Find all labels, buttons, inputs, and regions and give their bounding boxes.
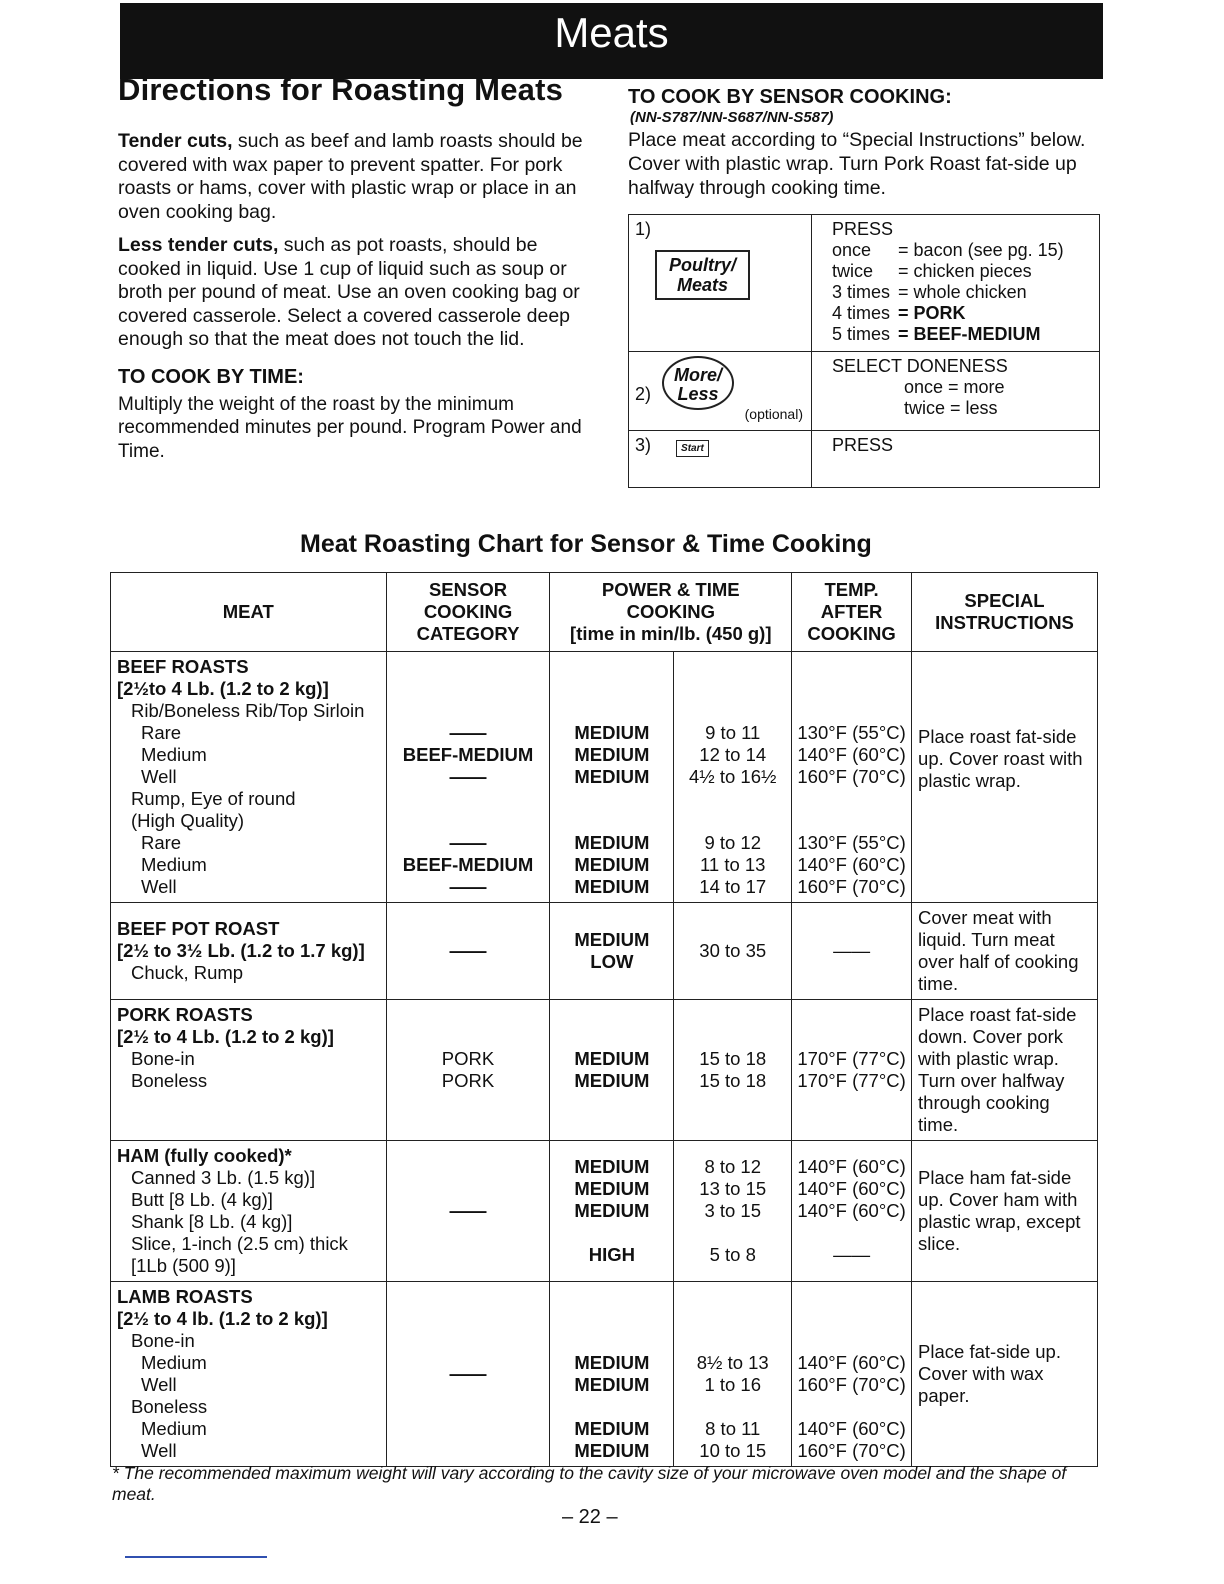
beef-cut1-medium: Medium [141, 744, 207, 765]
pot-roast-row [111, 903, 1098, 1000]
ham-row [111, 1141, 1098, 1282]
step-1-row [629, 215, 1100, 352]
cook-by-time-heading: TO COOK BY TIME: [118, 365, 304, 388]
pork-temp-2: 170°F (77°C) [797, 1070, 906, 1091]
lamb-bone-in-well: Well [141, 1374, 177, 1395]
pork-special: Place roast fat-side down. Cover pork with plastic wrap. Turn over halfway through cooking time. [912, 1000, 1098, 1141]
less-tender-paragraph [118, 234, 588, 352]
pot-cut: Chuck, Rump [131, 962, 244, 983]
header-power-line1: POWER & TIME [601, 579, 740, 600]
header-meat: MEAT [111, 573, 387, 652]
beef-roasts-row [111, 652, 1098, 903]
ham-sensor: —— [386, 1141, 550, 1282]
pork-power-1: MEDIUM [574, 1048, 650, 1069]
pork-roasts-row [111, 1000, 1098, 1141]
lamb-boneless: Boneless [131, 1396, 208, 1417]
beef-time-1: 9 to 11 [705, 722, 761, 743]
beef-power-4: MEDIUM [574, 832, 650, 853]
pot-power-cell [550, 903, 674, 1000]
pot-meat-cell [111, 903, 387, 1000]
beef-power-2: MEDIUM [574, 744, 650, 765]
lamb-temp-2: 160°F (70°C) [797, 1374, 906, 1395]
bottom-divider [125, 1556, 267, 1558]
lamb-power-1: MEDIUM [574, 1352, 650, 1373]
press-twice-value: = chicken pieces [898, 261, 1032, 281]
beef-special-cell: Place roast fat-side up. Cover roast with plastic wrap. [912, 652, 1098, 903]
poultry-meats-button-line2: Meats [676, 275, 729, 295]
beef-temp-6: 160°F (70°C) [797, 876, 906, 897]
step-2-instructions [812, 352, 1100, 431]
chart-title: Meat Roasting Chart for Sensor & Time Cooking [300, 530, 872, 558]
sensor-steps-table [628, 214, 1100, 488]
ham-temp-2: 140°F (60°C) [797, 1178, 906, 1199]
beef-power-5: MEDIUM [574, 854, 650, 875]
beef-cut1: Rib/Boneless Rib/Top Sirloin [131, 700, 365, 721]
beef-time-5: 11 to 13 [699, 854, 766, 875]
pork-power-cell [550, 1000, 674, 1141]
pot-sensor: —— [386, 903, 550, 1000]
pork-cut-bone-in: Bone-in [131, 1048, 195, 1069]
press-5-label: 5 times [832, 324, 891, 344]
beef-power-cell [550, 652, 674, 903]
page-title-banner [120, 3, 1103, 79]
step-3-number: 3) [635, 435, 652, 455]
ham-time-3: 3 to 15 [704, 1200, 762, 1221]
lamb-boneless-well: Well [141, 1440, 177, 1461]
lamb-time-3: 8 to 11 [705, 1418, 761, 1439]
select-doneness: SELECT DONENESS [832, 356, 1008, 376]
press-3-value: = whole chicken [898, 282, 1027, 302]
beef-cut2-rare: Rare [141, 832, 182, 853]
beef-sensor-5: BEEF-MEDIUM [402, 854, 534, 875]
lamb-boneless-medium: Medium [141, 1418, 207, 1439]
beef-name: BEEF ROASTS [117, 656, 249, 677]
sensor-cooking-heading: TO COOK BY SENSOR COOKING: [628, 86, 952, 108]
beef-cut2-medium: Medium [141, 854, 207, 875]
lamb-temp-1: 140°F (60°C) [797, 1352, 906, 1373]
header-temp: TEMP. AFTER COOKING [792, 573, 912, 652]
chart-header-row [111, 573, 1098, 652]
ham-temp-cell [792, 1141, 912, 1282]
pork-temp-cell [792, 1000, 912, 1141]
pork-sensor-2: PORK [441, 1070, 495, 1091]
beef-sensor-2: BEEF-MEDIUM [402, 744, 534, 765]
beef-sensor-6: —— [449, 876, 487, 897]
header-power-line2: COOKING [626, 601, 715, 622]
ham-temp-3: 140°F (60°C) [797, 1200, 906, 1221]
lamb-sensor: —— [386, 1282, 550, 1467]
lamb-meat-cell [111, 1282, 387, 1467]
beef-power-6: MEDIUM [574, 876, 650, 897]
model-numbers: (NN-S787/NN-S687/NN-S587) [630, 109, 834, 126]
pork-time-cell [674, 1000, 792, 1141]
step-1-number: 1) [635, 219, 652, 239]
press-3-label: 3 times [832, 282, 891, 302]
cook-by-time-text: Multiply the weight of the roast by the minimum recommended minutes per pound. Program Power and Time. [118, 393, 582, 462]
beef-temp-1: 130°F (55°C) [797, 722, 906, 743]
pork-sensor-cell [386, 1000, 550, 1141]
ham-meat-cell [111, 1141, 387, 1282]
lamb-weight: [2½ to 4 lb. (1.2 to 2 kg)] [117, 1308, 328, 1329]
pork-meat-cell [111, 1000, 387, 1141]
sensor-cooking-section [628, 80, 1108, 488]
press-4-row [832, 303, 1064, 324]
beef-time-3: 4½ to 16½ [689, 766, 777, 787]
ham-time-4: 5 to 8 [709, 1244, 756, 1265]
more-less-button-line1: More/ [674, 365, 723, 385]
page-title: Meats [554, 9, 669, 56]
header-power-line3: [time in min/lb. (450 g)] [570, 623, 772, 644]
tender-cuts-label: Tender cuts, [118, 130, 233, 152]
pork-temp-1: 170°F (77°C) [797, 1048, 906, 1069]
pork-sensor-1: PORK [441, 1048, 495, 1069]
beef-temp-cell [792, 652, 912, 903]
press-4-label: 4 times [832, 303, 891, 323]
ham-cut-canned: Canned 3 Lb. (1.5 kg)] [131, 1167, 316, 1188]
meat-roasting-chart [110, 572, 1098, 1467]
lamb-time-1: 8½ to 13 [696, 1352, 769, 1373]
step-3-press: PRESS [832, 435, 894, 455]
lamb-time-4: 10 to 15 [699, 1440, 767, 1461]
ham-temp-1: 140°F (60°C) [797, 1156, 906, 1177]
pot-time: 30 to 35 [674, 903, 792, 1000]
ham-power-2: MEDIUM [574, 1178, 650, 1199]
pork-time-2: 15 to 18 [699, 1070, 767, 1091]
ham-special: Place ham fat-side up. Cover ham with plastic wrap, except slice. [912, 1141, 1098, 1282]
roasting-directions [118, 72, 588, 473]
lamb-power-3: MEDIUM [574, 1418, 650, 1439]
pot-weight: [2½ to 3½ Lb. (1.2 to 1.7 kg)] [117, 940, 365, 961]
lamb-power-4: MEDIUM [574, 1440, 650, 1461]
beef-cut1-rare: Rare [141, 722, 182, 743]
step-2-number: 2) [635, 384, 652, 404]
pork-cut-boneless: Boneless [131, 1070, 208, 1091]
press-twice-row [832, 261, 1064, 282]
lamb-time-cell [674, 1282, 792, 1467]
doneness-less: twice = less [904, 398, 998, 418]
press-5-row [832, 324, 1064, 345]
beef-sensor-3: —— [449, 766, 487, 787]
beef-temp-4: 130°F (55°C) [797, 832, 906, 853]
start-button-label: Start [681, 443, 704, 454]
beef-temp-2: 140°F (60°C) [797, 744, 906, 765]
beef-sensor-1: —— [449, 722, 487, 743]
ham-name: HAM (fully cooked)* [117, 1145, 292, 1166]
ham-time-2: 13 to 15 [699, 1178, 767, 1199]
beef-temp-5: 140°F (60°C) [797, 854, 906, 875]
press-once-label: once [832, 240, 872, 260]
pork-power-2: MEDIUM [574, 1070, 650, 1091]
less-tender-label: Less tender cuts, [118, 234, 279, 256]
pot-temp: —— [792, 903, 912, 1000]
beef-weight: [2½to 4 Lb. (1.2 to 2 kg)] [117, 678, 329, 699]
lamb-temp-cell [792, 1282, 912, 1467]
lamb-name: LAMB ROASTS [117, 1286, 253, 1307]
beef-cut2: Rump, Eye of round [131, 788, 296, 809]
ham-power-4: HIGH [588, 1244, 635, 1265]
more-less-button[interactable] [662, 356, 734, 410]
ham-cut-slice-weight: [1Lb (500 9)] [131, 1255, 236, 1276]
press-5-value: = BEEF-MEDIUM [898, 324, 1041, 344]
press-twice-label: twice [832, 261, 874, 281]
ham-time-1: 8 to 12 [704, 1156, 762, 1177]
beef-sensor-cell [386, 652, 550, 903]
lamb-temp-3: 140°F (60°C) [797, 1418, 906, 1439]
ham-time-cell [674, 1141, 792, 1282]
beef-cut1-well: Well [141, 766, 177, 787]
pork-time-1: 15 to 18 [699, 1048, 767, 1069]
beef-time-2: 12 to 14 [699, 744, 767, 765]
ham-cut-slice: Slice, 1-inch (2.5 cm) thick [131, 1233, 348, 1254]
lamb-bone-in: Bone-in [131, 1330, 195, 1351]
lamb-power-2: MEDIUM [574, 1374, 650, 1395]
beef-cut2-well: Well [141, 876, 177, 897]
press-count-table [832, 240, 1064, 345]
step-3-button-cell [629, 431, 812, 488]
press-4-value: = PORK [898, 303, 966, 323]
more-less-button-line2: Less [677, 384, 719, 404]
beef-power-1: MEDIUM [574, 722, 650, 743]
header-sensor: SENSOR COOKING CATEGORY [386, 573, 550, 652]
pot-name: BEEF POT ROAST [117, 918, 280, 939]
press-once-value: = bacon (see pg. 15) [898, 240, 1064, 260]
press-3-row [832, 282, 1064, 303]
directions-title: Directions for Roasting Meats [118, 72, 564, 107]
ham-power-1: MEDIUM [574, 1156, 650, 1177]
beef-time-6: 14 to 17 [699, 876, 767, 897]
optional-label: (optional) [744, 406, 803, 422]
beef-temp-3: 160°F (70°C) [797, 766, 906, 787]
sensor-cooking-text: Place meat according to “Special Instructions” below. Cover with plastic wrap. Turn Pork Roast fat-side up halfway through cooking time. [628, 129, 1086, 199]
ham-power-3: MEDIUM [574, 1200, 650, 1221]
ham-temp-4: —— [833, 1244, 871, 1265]
step-3-row [629, 431, 1100, 488]
beef-time-cell [674, 652, 792, 903]
beef-cut2-quality: (High Quality) [131, 810, 245, 831]
step-1-button-cell [629, 215, 812, 352]
lamb-bone-in-medium: Medium [141, 1352, 207, 1373]
ham-cut-shank: Shank [8 Lb. (4 kg)] [131, 1211, 293, 1232]
lamb-temp-4: 160°F (70°C) [797, 1440, 906, 1461]
footnote: * The recommended maximum weight will vary according to the cavity size of your microwave oven model and the shape of meat. [112, 1463, 1067, 1504]
step-2-row [629, 352, 1100, 431]
less-tender-text: such as pot roasts, should be cooked in liquid. Use 1 cup of liquid such as soup or broth per pound of meat. Use an oven cooking bag or covered casserole. Select a covered casserole deep enough so that the meat does not touch the lid. [118, 234, 580, 350]
step-1-instructions [812, 215, 1100, 352]
header-power-time [550, 573, 792, 652]
beef-power-3: MEDIUM [574, 766, 650, 787]
lamb-row [111, 1282, 1098, 1467]
beef-sensor-4: —— [449, 832, 487, 853]
start-button[interactable] [676, 440, 709, 457]
tender-cuts-text: such as beef and lamb roasts should be covered with wax paper to prevent spatter. For pork roasts or hams, cover with plastic wrap or place in an oven cooking bag. [118, 130, 583, 223]
lamb-special: Place fat-side up. Cover with wax paper. [912, 1282, 1098, 1467]
page-number: – 22 – [562, 1506, 618, 1528]
ham-cut-butt: Butt [8 Lb. (4 kg)] [131, 1189, 273, 1210]
beef-time-4: 9 to 12 [704, 832, 762, 853]
ham-power-cell [550, 1141, 674, 1282]
pot-special: Cover meat with liquid. Turn meat over half of cooking time. [912, 903, 1098, 1000]
tender-cuts-paragraph [118, 130, 588, 224]
poultry-meats-button[interactable] [655, 250, 750, 300]
pork-name: PORK ROASTS [117, 1004, 253, 1025]
pot-power-1: MEDIUM [574, 929, 650, 950]
step-3-instructions [812, 431, 1100, 488]
doneness-more: once = more [904, 377, 1005, 397]
pot-power-2: LOW [590, 951, 634, 972]
lamb-power-cell [550, 1282, 674, 1467]
press-once-row [832, 240, 1064, 261]
header-special: SPECIAL INSTRUCTIONS [912, 573, 1098, 652]
step-2-button-cell [629, 352, 812, 431]
pork-weight: [2½ to 4 Lb. (1.2 to 2 kg)] [117, 1026, 334, 1047]
lamb-time-2: 1 to 16 [704, 1374, 762, 1395]
step-1-press: PRESS [832, 219, 894, 239]
beef-meat-cell [111, 652, 387, 903]
poultry-meats-button-line1: Poultry/ [669, 255, 737, 275]
